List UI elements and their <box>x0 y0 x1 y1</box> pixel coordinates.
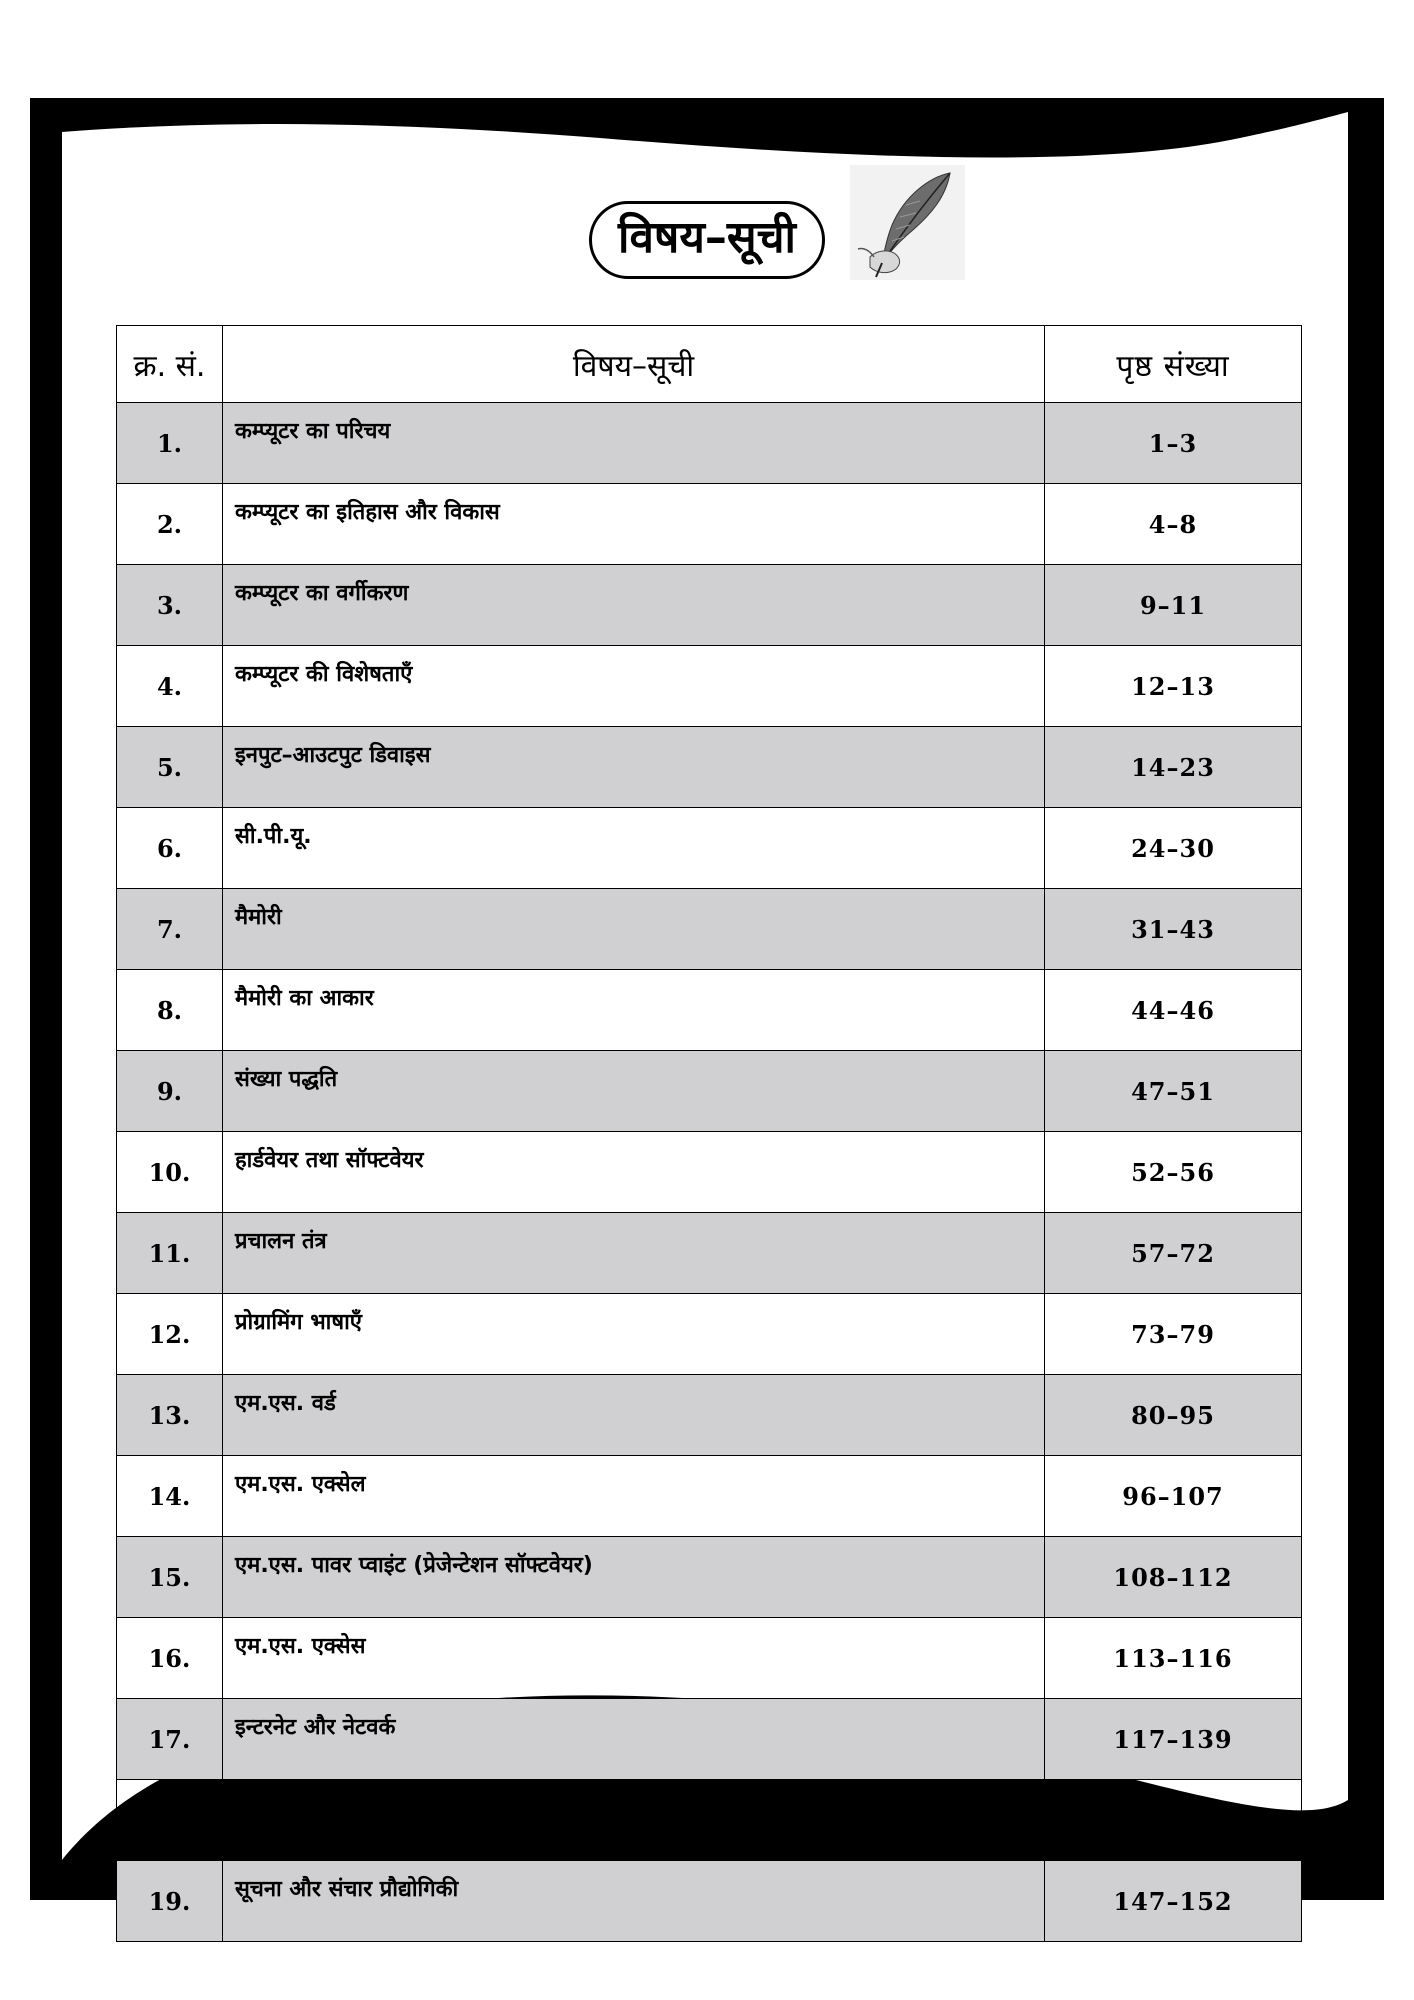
row-number: 14. <box>117 1456 223 1537</box>
table-row <box>117 646 1302 727</box>
row-number: 17. <box>117 1699 223 1780</box>
row-pages: 47–51 <box>1045 1051 1302 1132</box>
row-number: 2. <box>117 484 223 565</box>
table-row <box>117 484 1302 565</box>
row-topic: एम.एस. पावर प्वाइंट (प्रेजेन्टेशन सॉफ्टवेयर) <box>223 1537 1045 1618</box>
row-number: 11. <box>117 1213 223 1294</box>
table-row <box>117 403 1302 484</box>
table-row <box>117 1132 1302 1213</box>
row-number: 4. <box>117 646 223 727</box>
table-row <box>117 1456 1302 1537</box>
row-number: 6. <box>117 808 223 889</box>
table-header-row <box>117 326 1302 403</box>
row-number: 3. <box>117 565 223 646</box>
title-area <box>0 200 1414 280</box>
row-pages: 96–107 <box>1045 1456 1302 1537</box>
page-title: विषय–सूची <box>589 201 825 279</box>
row-pages: 1–3 <box>1045 403 1302 484</box>
row-pages: 14–23 <box>1045 727 1302 808</box>
row-number: 1. <box>117 403 223 484</box>
row-pages: 52–56 <box>1045 1132 1302 1213</box>
row-topic: हार्डवेयर तथा सॉफ्टवेयर <box>223 1132 1045 1213</box>
row-number: 15. <box>117 1537 223 1618</box>
row-pages: 31–43 <box>1045 889 1302 970</box>
row-number: 13. <box>117 1375 223 1456</box>
header-number: क्र. सं. <box>117 326 223 403</box>
table-row <box>117 727 1302 808</box>
row-number: 7. <box>117 889 223 970</box>
row-topic: एम.एस. एक्सेल <box>223 1456 1045 1537</box>
row-number: 12. <box>117 1294 223 1375</box>
row-number: 18. <box>117 1780 223 1861</box>
row-topic: कम्प्यूटर का वर्गीकरण <box>223 565 1045 646</box>
row-pages: 4–8 <box>1045 484 1302 565</box>
row-pages: 73–79 <box>1045 1294 1302 1375</box>
table-row <box>117 1051 1302 1132</box>
row-pages: 108–112 <box>1045 1537 1302 1618</box>
row-pages: 147–152 <box>1045 1861 1302 1942</box>
table-row <box>117 1537 1302 1618</box>
row-number: 8. <box>117 970 223 1051</box>
row-number: 9. <box>117 1051 223 1132</box>
table-row <box>117 1618 1302 1699</box>
table-row <box>117 808 1302 889</box>
header-topic: विषय–सूची <box>223 326 1045 403</box>
row-number: 19. <box>117 1861 223 1942</box>
toc-table <box>116 325 1302 1942</box>
row-number: 10. <box>117 1132 223 1213</box>
table-row <box>117 565 1302 646</box>
header-pages: पृष्ठ संख्या <box>1045 326 1302 403</box>
row-pages: 113–116 <box>1045 1618 1302 1699</box>
row-topic: डाटा सुरक्षा एवं फायरवाल्स <box>223 1780 1045 1861</box>
row-pages: 117–139 <box>1045 1699 1302 1780</box>
row-topic: सी.पी.यू. <box>223 808 1045 889</box>
row-topic: प्रोग्रामिंग भाषाएँ <box>223 1294 1045 1375</box>
row-topic: मैमोरी का आकार <box>223 970 1045 1051</box>
table-row <box>117 1699 1302 1780</box>
table-row <box>117 970 1302 1051</box>
row-number: 16. <box>117 1618 223 1699</box>
row-topic: मैमोरी <box>223 889 1045 970</box>
row-pages: 9–11 <box>1045 565 1302 646</box>
row-topic: इनपुट–आउटपुट डिवाइस <box>223 727 1045 808</box>
row-pages: 24–30 <box>1045 808 1302 889</box>
table-row <box>117 1780 1302 1861</box>
row-topic: कम्प्यूटर का परिचय <box>223 403 1045 484</box>
row-topic: सूचना और संचार प्रौद्योगिकी <box>223 1861 1045 1942</box>
row-number: 5. <box>117 727 223 808</box>
row-pages: 80–95 <box>1045 1375 1302 1456</box>
row-topic: एम.एस. वर्ड <box>223 1375 1045 1456</box>
row-topic: इन्टरनेट और नेटवर्क <box>223 1699 1045 1780</box>
row-topic: कम्प्यूटर की विशेषताएँ <box>223 646 1045 727</box>
quill-pen-icon <box>850 165 965 280</box>
table-row <box>117 889 1302 970</box>
table-row <box>117 1375 1302 1456</box>
table-row <box>117 1213 1302 1294</box>
table-row <box>117 1861 1302 1942</box>
row-pages: 44–46 <box>1045 970 1302 1051</box>
row-pages: 57–72 <box>1045 1213 1302 1294</box>
row-topic: एम.एस. एक्सेस <box>223 1618 1045 1699</box>
row-pages: 140–146 <box>1045 1780 1302 1861</box>
row-topic: कम्प्यूटर का इतिहास और विकास <box>223 484 1045 565</box>
row-pages: 12–13 <box>1045 646 1302 727</box>
row-topic: प्रचालन तंत्र <box>223 1213 1045 1294</box>
table-row <box>117 1294 1302 1375</box>
row-topic: संख्या पद्धति <box>223 1051 1045 1132</box>
